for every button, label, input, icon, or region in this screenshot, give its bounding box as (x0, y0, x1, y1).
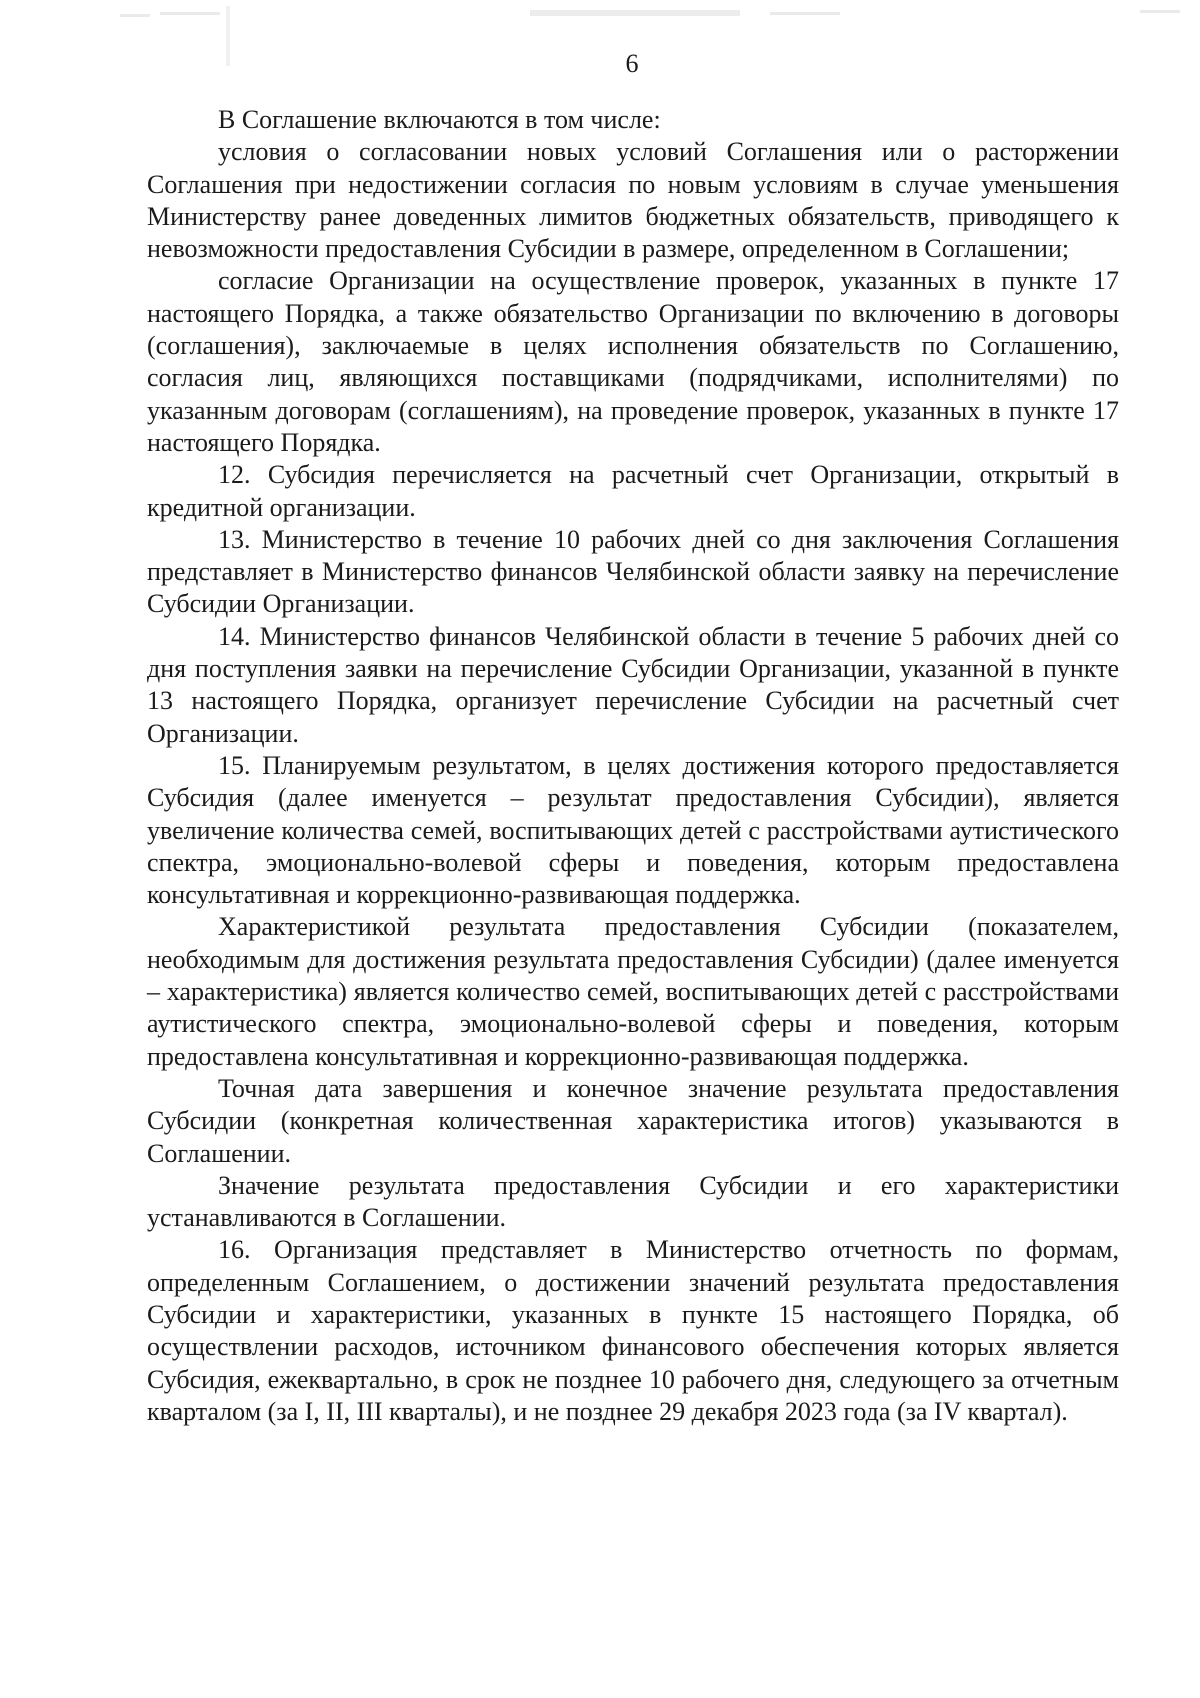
page-number: 6 (625, 49, 639, 78)
paragraph-exact-date: Точная дата завершения и конечное значение результата предоставления Субсидии (конкретная количественная характеристика итогов) указываются в Соглашении. (147, 1073, 1119, 1168)
scan-artifact (160, 12, 220, 15)
paragraph-consent-inspections: согласие Организации на осуществление проверок, указанных в пункте 17 настоящего Порядка, а также обязательство Организации по включению в договоры (соглашения), заключаемые в целях исполнения обязательств по Соглашению, согласия лиц, являющихся поставщиками (подрядчиками, исполнителями) по указанным договорам (соглашениям), на проведение проверок, указанных в пункте 17 настоящего Порядка. (147, 266, 1119, 457)
scan-artifact (120, 14, 150, 17)
paragraph-conditions: условия о согласовании новых условий Соглашения или о расторжении Соглашения при недостижении согласия по новым условиям в случае уменьшения Министерству ранее доведенных лимитов бюджетных обязательств, приводящего к невозможности предоставления Субсидии в размере, определенном в Соглашении; (147, 137, 1119, 264)
scan-artifact (770, 12, 840, 15)
paragraph-item-14: 14. Министерство финансов Челябинской области в течение 5 рабочих дней со дня поступления заявки на перечисление Субсидии Организации, указанной в пункте 13 настоящего Порядка, организует перечисление Субсидии на расчетный счет Организации. (147, 621, 1119, 748)
paragraph-agreement-includes: В Соглашение включаются в том числе: (218, 105, 661, 134)
paragraph-item-12: 12. Субсидия перечисляется на расчетный счет Организации, открытый в кредитной организации. (147, 460, 1119, 522)
paragraph-item-13: 13. Министерство в течение 10 рабочих дней со дня заключения Соглашения представляет в Министерство финансов Челябинской области заявку на перечисление Субсидии Организации. (147, 524, 1119, 619)
paragraph-result-value: Значение результата предоставления Субсидии и его характеристики устанавливаются в Соглашении. (147, 1170, 1119, 1233)
scan-artifact (530, 10, 740, 16)
paragraph-item-15: 15. Планируемым результатом, в целях достижения которого предоставляется Субсидия (далее именуется – результат предоставления Субсидии), является увеличение количества семей, воспитывающих детей с расстройствами аутистического спектра, эмоционально-волевой сферы и поведения, которым предоставлена консультативная и коррекционно-развивающая поддержка. (147, 750, 1119, 910)
document-body (147, 104, 1119, 1428)
paragraph-characteristic: Характеристикой результата предоставления Субсидии (показателем, необходимым для достижения результата предоставления Субсидии) (далее именуется – характеристика) является количество семей, воспитывающих детей с расстройствами аутистического спектра, эмоционально-волевой сферы и поведения, которым предоставлена консультативная и коррекционно-развивающая поддержка. (147, 912, 1119, 1071)
scan-artifact (1140, 10, 1180, 13)
paragraph-item-16: 16. Организация представляет в Министерство отчетность по формам, определенным Соглашением, о достижении значений результата предоставления Субсидии и характеристики, указанных в пункте 15 настоящего Порядка, об осуществлении расходов, источником финансового обеспечения которых является Субсидия, ежеквартально, в срок не позднее 10 рабочего дня, следующего за отчетным кварталом (за I, II, III кварталы), и не позднее 29 декабря 2023 года (за IV квартал). (147, 1235, 1119, 1426)
